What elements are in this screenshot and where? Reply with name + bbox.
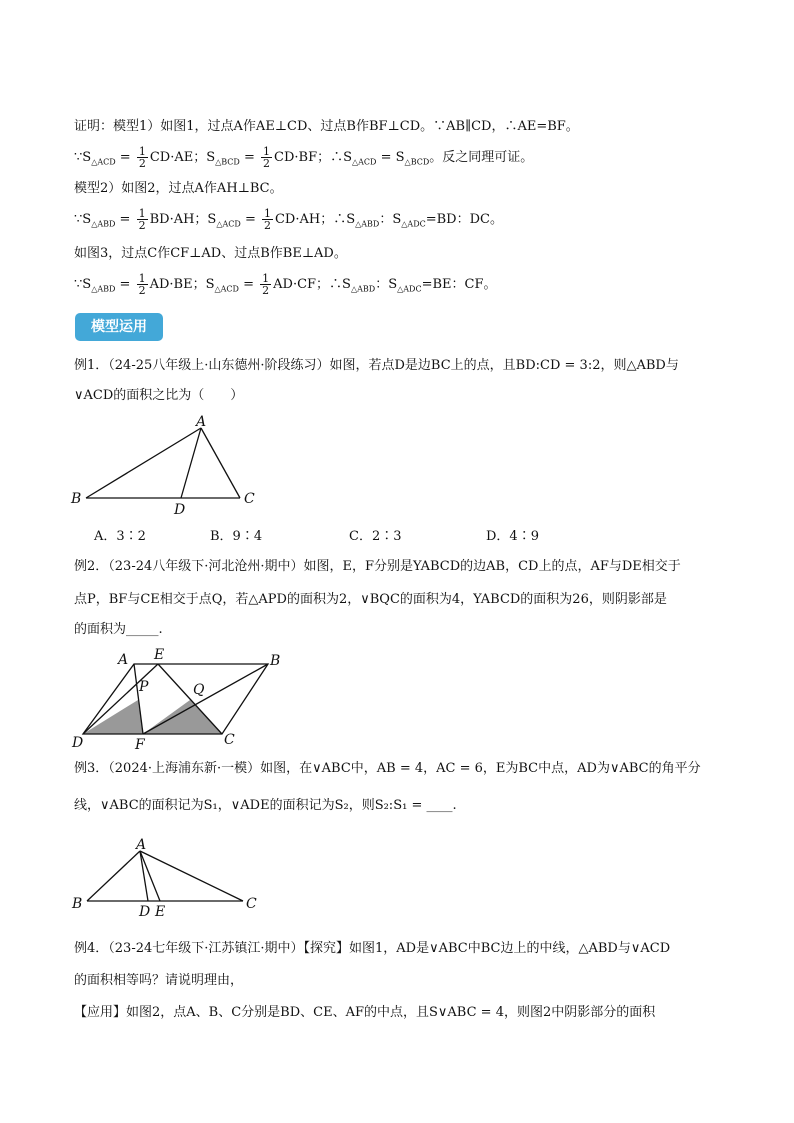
- ex3-line-1: 例3．（2024·上海浦东新·一模）如图，在∨ABC中，AB = 4，AC = 6，E为BC中点，AD为∨ABC的角平分: [74, 761, 701, 776]
- ex3-label-b: B: [72, 896, 83, 912]
- fraction-half: $\frac{1}{2}$: [262, 272, 270, 297]
- proof-line-4: $\because S_{\triangle ABD}$ = $\frac{1}{2}$ BD·AH；$S_{\triangle ACD}$ = $\frac{1}{2}$ CD·AH；$\therefore S_{\triangle ABD}$：$S_{\triangle ADC}=BD$：DC。: [74, 207, 503, 232]
- ex3-line-2: 线，∨ABC的面积记为S₁，∨ADE的面积记为S₂，则S₂:S₁ = ____.: [74, 798, 457, 813]
- ex1-label-b: B: [71, 491, 82, 507]
- fraction-half: $\frac{1}{2}$: [138, 145, 146, 170]
- proof-line-1: 证明：模型1）如图1，过点A作AE⊥CD、过点B作BF⊥CD。∵AB∥CD，∴AE=BF。: [74, 119, 579, 134]
- ex3-label-c: C: [246, 896, 257, 912]
- ex1-line-1: 例1．（24-25八年级上·山东德州·阶段练习）如图，若点D是边BC上的点，且BD:CD = 3:2，则△ABD与: [74, 358, 679, 373]
- ex3-label-d: D: [139, 904, 151, 920]
- ex2-parallelogram-figure: [83, 664, 268, 734]
- proof-line-3: 模型2）如图2，过点A作AH⊥BC。: [74, 181, 283, 196]
- ex1-label-a: A: [196, 414, 207, 430]
- ex3-triangle-figure: [87, 851, 243, 901]
- ex2-label-a: A: [118, 652, 129, 668]
- ex1-line-2: ∨ACD的面积之比为（ ）: [74, 388, 244, 403]
- section-badge-model-usage: 模型运用: [75, 313, 163, 341]
- ex2-label-f: F: [135, 737, 145, 753]
- ex1-segment-ac: [201, 428, 240, 498]
- ex3-segment-ba: [87, 851, 140, 901]
- ex1-label-d: D: [174, 502, 186, 518]
- fraction-half: $\frac{1}{2}$: [263, 207, 271, 232]
- ex2-shaded-region-left: [83, 700, 143, 734]
- ex2-line-2: 点P，BF与CE相交于点Q，若△APD的面积为2，∨BQC的面积为4，YABCD的面积为26，则阴影部是: [74, 592, 667, 607]
- proof-line-6: $\because S_{\triangle ABD}$ = $\frac{1}{2}$ AD·BE；$S_{\triangle ACD}$ = $\frac{1}{2}$ AD·CF；$\therefore S_{\triangle ABD}$：$S_{\triangle ADC}=BE$：CF。: [74, 272, 497, 297]
- ex3-label-a: A: [136, 837, 147, 853]
- ex2-label-b: B: [270, 653, 281, 669]
- ex2-shaded-region-right: [143, 700, 222, 734]
- fraction-half: $\frac{1}{2}$: [263, 145, 271, 170]
- ex4-line-3: 【应用】如图2，点A、B、C分别是BD、CE、AF的中点，且S∨ABC = 4，则图2中阴影部分的面积: [74, 1005, 656, 1020]
- ex2-label-d: D: [72, 735, 84, 751]
- ex2-line-1: 例2．（23-24八年级下·河北沧州·期中）如图，E，F分别是YABCD的边AB，CD上的点，AF与DE相交于: [74, 559, 681, 574]
- ex2-label-e: E: [154, 647, 165, 663]
- ex2-label-p: P: [139, 679, 149, 695]
- ex2-label-c: C: [224, 732, 235, 748]
- ex4-line-1: 例4．（23-24七年级下·江苏镇江·期中）【探究】如图1，AD是∨ABC中BC边上的中线，△ABD与∨ACD: [74, 941, 671, 956]
- ex1-option-c: C．2∶3: [349, 529, 402, 544]
- ex1-triangle-figure: [86, 428, 240, 498]
- fraction-half: $\frac{1}{2}$: [138, 272, 146, 297]
- ex1-option-a: A．3∶2: [94, 529, 146, 544]
- ex4-line-2: 的面积相等吗？请说明理由，: [74, 973, 244, 988]
- fraction-half: $\frac{1}{2}$: [138, 207, 146, 232]
- ex1-option-b: B．9∶4: [210, 529, 263, 544]
- ex1-option-d: D．4∶9: [486, 529, 539, 544]
- ex3-label-e: E: [155, 904, 166, 920]
- ex2-label-q: Q: [193, 682, 205, 698]
- ex2-line-3: 的面积为_____.: [74, 622, 163, 637]
- ex3-segment-ad: [140, 851, 148, 901]
- ex3-segment-ae: [140, 851, 160, 901]
- proof-line-2: $\because S_{\triangle ACD}$ = $\frac{1}{2}$ CD·AE；$S_{\triangle BCD}$ = $\frac{1}{2}$ CD·BF；$\therefore S_{\triangle ACD} = S_{\triangle BCD}$。反之同理可证。: [74, 145, 534, 170]
- ex3-segment-ac: [140, 851, 243, 901]
- ex1-label-c: C: [244, 491, 255, 507]
- proof-line-5: 如图3，过点C作CF⊥AD、过点B作BE⊥AD。: [74, 246, 347, 261]
